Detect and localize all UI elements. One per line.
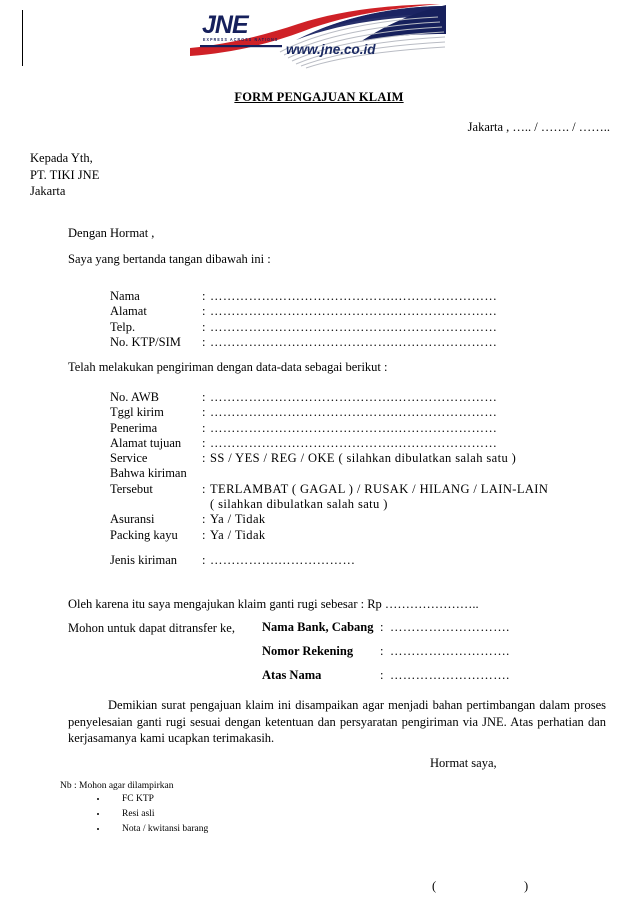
bank-detail-row	[262, 644, 510, 668]
personal-field-row	[110, 335, 497, 350]
shipment-field-row	[110, 405, 548, 420]
personal-field-value[interactable]: …………………………………….……………………	[210, 304, 498, 319]
jne-tagline: EXPRESS ACROSS NATIONS	[203, 37, 279, 42]
notes-list-item: • Resi asli	[108, 807, 208, 822]
shipment-field-separator	[202, 497, 210, 512]
shipment-field-value[interactable]: …………………………………….……………………	[210, 405, 498, 420]
shipment-field-label: Tersebut	[110, 481, 153, 496]
shipment-field-row	[110, 528, 548, 543]
transfer-lead-text: Mohon untuk dapat ditransfer ke,	[68, 621, 235, 635]
intro-shipment: Telah melakukan pengiriman dengan data-data sebagai berikut :	[68, 360, 388, 374]
shipment-field-label: Tggl kirim	[110, 405, 164, 420]
personal-field-separator: :	[202, 304, 206, 319]
personal-field-label: Telp.	[110, 319, 136, 334]
bank-details-table	[262, 620, 510, 692]
personal-field-row	[110, 320, 497, 335]
personal-field-row	[110, 289, 497, 304]
personal-field-label: Nama	[110, 289, 140, 303]
shipment-field-row	[110, 390, 548, 405]
claim-amount-line: Oleh karena itu saya mengajukan klaim ganti rugi sebesar : Rp …………………..	[68, 597, 479, 611]
notes-title: Nb : Mohon agar dilampirkan	[60, 781, 174, 791]
personal-field-row	[110, 304, 497, 319]
regards-text: Hormat saya,	[430, 756, 497, 770]
jenis-kiriman-field-row	[110, 553, 355, 568]
bank-detail-label: Atas Nama	[262, 668, 322, 682]
shipment-field-value[interactable]: …………………………………….……………………	[210, 420, 498, 435]
shipment-field-separator: :	[202, 420, 206, 435]
jenis-kiriman-field-value[interactable]: …………….………………	[210, 553, 356, 567]
personal-fields-table	[110, 289, 497, 350]
shipment-field-row	[110, 482, 548, 497]
addressee-line-2: PT. TIKI JNE	[30, 167, 100, 182]
personal-field-value[interactable]: …………………………………….……………………	[210, 319, 498, 334]
shipment-field-label: Asuransi	[110, 512, 155, 527]
shipment-field-value[interactable]: ( silahkan dibulatkan salah satu )	[210, 497, 388, 512]
bank-detail-separator: :	[380, 668, 384, 682]
shipment-field-label: Alamat tujuan	[110, 435, 182, 450]
addressee-line-1: Kepada Yth,	[30, 151, 93, 165]
page-title: FORM PENGAJUAN KLAIM	[234, 90, 404, 104]
bank-details-body	[262, 620, 510, 692]
shipment-field-separator: :	[202, 435, 206, 450]
shipment-field-separator: :	[202, 405, 206, 420]
shipment-field-separator: :	[202, 527, 206, 542]
notes-list-item: • Nota / kwitansi barang	[108, 822, 208, 837]
bank-detail-value[interactable]: ……………………….	[390, 668, 510, 682]
jenis-kiriman-table	[110, 553, 355, 568]
notes-list-item: • FC KTP	[108, 792, 208, 807]
personal-field-separator: :	[202, 319, 206, 334]
shipment-field-value[interactable]: TERLAMBAT ( GAGAL ) / RUSAK / HILANG / LAIN-LAIN	[210, 481, 549, 496]
notes-list	[86, 792, 208, 837]
shipment-field-row	[110, 466, 548, 481]
shipment-fields-table	[110, 390, 548, 543]
shipment-field-label: Packing kayu	[110, 527, 178, 542]
closing-paragraph: Demikian surat pengajuan klaim ini disampaikan agar menjadi bahan pertimbangan dalam proses penyelesaian ganti rugi sesuai dengan ketentuan dan persyaratan pengiriman via JNE. Atas perhatian dan kerjasamanya kami ucapkan terimakasih.	[68, 698, 606, 745]
shipment-field-value[interactable]: …………………………………….……………………	[210, 390, 498, 404]
bank-detail-separator: :	[380, 644, 384, 658]
jne-website: www.jne.co.id	[286, 42, 376, 57]
shipment-field-separator	[202, 466, 210, 481]
personal-fields-body	[110, 289, 497, 350]
shipment-field-label	[110, 497, 202, 512]
bank-detail-label: Nomor Rekening	[262, 644, 354, 658]
addressee-block	[30, 150, 99, 200]
shipment-field-separator: :	[202, 451, 206, 466]
intro-personal: Saya yang bertanda tangan dibawah ini :	[68, 252, 271, 266]
jenis-kiriman-field-label: Jenis kiriman	[110, 553, 178, 567]
salutation: Dengan Hormat ,	[68, 226, 155, 240]
bank-detail-row	[262, 620, 510, 644]
shipment-field-value[interactable]: SS / YES / REG / OKE ( silahkan dibulatkan salah satu )	[210, 451, 517, 466]
signature-paren-open: (	[432, 879, 437, 893]
shipment-field-label: Service	[110, 451, 148, 466]
shipment-fields-body	[110, 390, 548, 543]
shipment-field-separator: :	[202, 390, 206, 404]
bank-detail-label: Nama Bank, Cabang	[262, 620, 374, 634]
shipment-field-label: Bahwa kiriman	[110, 466, 187, 481]
shipment-field-row	[110, 436, 548, 451]
letterhead	[0, 0, 638, 76]
shipment-field-value[interactable]: Ya / Tidak	[210, 512, 266, 527]
personal-field-value[interactable]: …………………………………….……………………	[210, 289, 498, 303]
personal-field-value[interactable]: …………………………………….……………………	[210, 334, 498, 349]
jne-logo	[188, 4, 446, 72]
shipment-field-row	[110, 512, 548, 527]
personal-field-label: Alamat	[110, 304, 147, 319]
shipment-field-value[interactable]: Ya / Tidak	[210, 527, 266, 542]
shipment-field-label: No. AWB	[110, 390, 159, 404]
personal-field-label: No. KTP/SIM	[110, 334, 181, 349]
shipment-field-value[interactable]	[210, 466, 548, 481]
shipment-field-row	[110, 451, 548, 466]
shipment-field-separator: :	[202, 481, 206, 496]
bank-detail-value[interactable]: ……………………….	[390, 644, 510, 658]
jenis-kiriman-body	[110, 553, 355, 568]
personal-field-separator: :	[202, 334, 206, 349]
personal-field-separator: :	[202, 289, 206, 303]
signature-paren-close: )	[524, 879, 529, 893]
bank-detail-value[interactable]: ……………………….	[390, 620, 510, 634]
bank-detail-separator: :	[380, 620, 384, 634]
dateline: Jakarta , ….. / ……. / ……..	[467, 120, 610, 134]
shipment-field-row	[110, 497, 548, 512]
jne-wordmark: JNE	[202, 11, 248, 39]
shipment-field-separator: :	[202, 512, 206, 527]
jenis-kiriman-field-separator: :	[202, 553, 206, 567]
shipment-field-value[interactable]: …………………………………….……………………	[210, 435, 498, 450]
shipment-field-row	[110, 421, 548, 436]
addressee-line-3: Jakarta	[30, 184, 66, 198]
bank-detail-row	[262, 668, 510, 692]
shipment-field-label: Penerima	[110, 420, 158, 435]
